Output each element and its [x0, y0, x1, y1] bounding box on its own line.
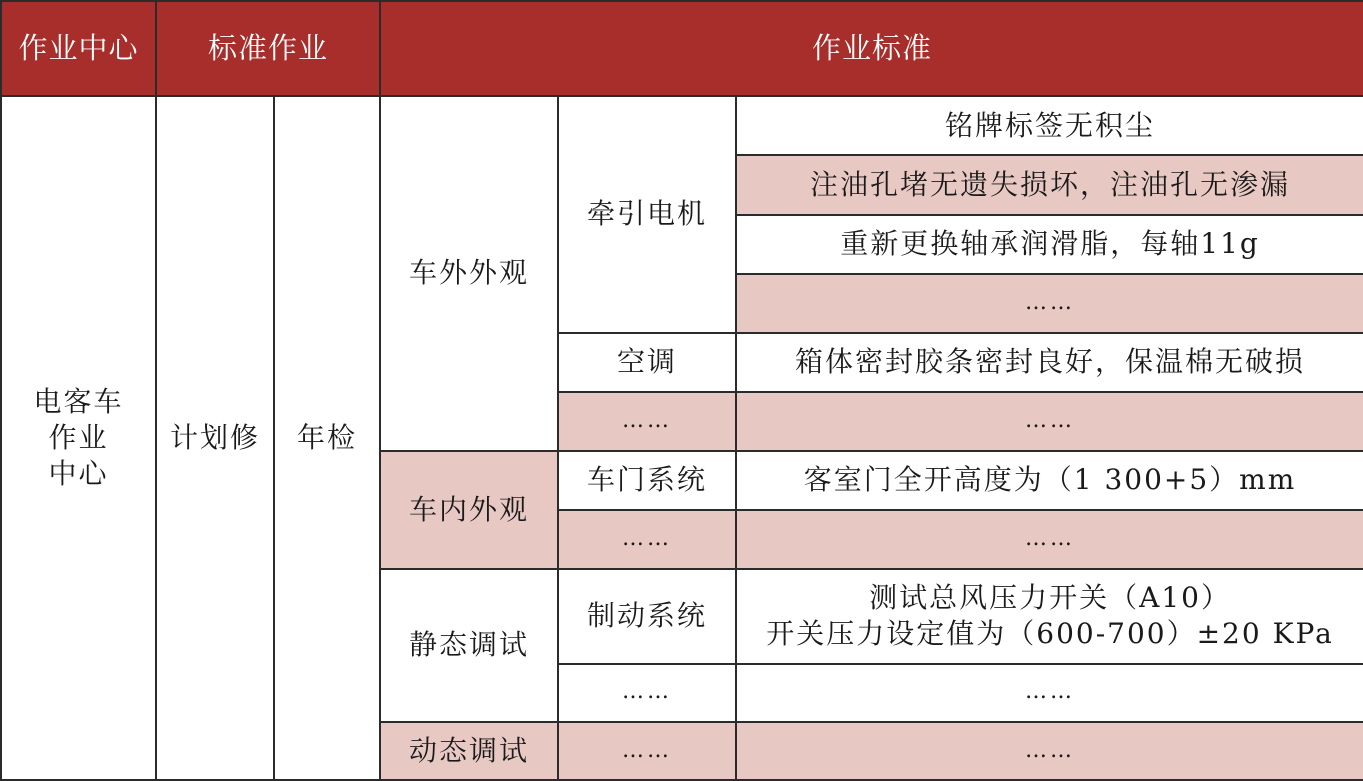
sub-ellipsis: …… [558, 510, 736, 569]
standard-ac: 箱体密封胶条密封良好，保温棉无破损 [736, 333, 1363, 392]
center-line-1: 电客车 [33, 384, 124, 418]
standard-ellipsis: …… [736, 664, 1363, 722]
standard-brake-line-2: 开关压力设定值为（600-700）±20 KPa [766, 617, 1334, 651]
sub-traction-motor: 牵引电机 [558, 96, 736, 333]
sub-ellipsis: …… [558, 392, 736, 451]
header-std-work: 标准作业 [156, 1, 380, 96]
standard-ellipsis: …… [736, 392, 1363, 451]
category-static-test: 静态调试 [380, 569, 558, 721]
standard-ellipsis: …… [736, 274, 1363, 333]
sub-door-system: 车门系统 [558, 451, 736, 510]
header-center: 作业中心 [1, 1, 156, 96]
standard-oil-hole: 注油孔堵无遗失损坏，注油孔无渗漏 [736, 155, 1363, 214]
sub-brake-system: 制动系统 [558, 569, 736, 663]
plan-cell: 计划修 [156, 96, 274, 780]
category-dynamic-test: 动态调试 [380, 722, 558, 780]
center-line-2: 作业 [48, 420, 109, 454]
standard-door: 客室门全开高度为（1 300+5）mm [736, 451, 1363, 510]
sub-ellipsis: …… [558, 722, 736, 780]
category-exterior: 车外外观 [380, 96, 558, 451]
header-std: 作业标准 [380, 1, 1363, 96]
sub-air-conditioner: 空调 [558, 333, 736, 392]
standard-nameplate: 铭牌标签无积尘 [736, 96, 1363, 155]
sub-ellipsis: …… [558, 664, 736, 722]
standard-ellipsis: …… [736, 510, 1363, 569]
standard-brake-line-1: 测试总风压力开关（A10） [869, 581, 1231, 615]
category-interior: 车内外观 [380, 451, 558, 569]
header-row [1, 1, 1363, 96]
center-line-3: 中心 [48, 457, 109, 491]
table-row [1, 96, 1363, 155]
standard-ellipsis: …… [736, 722, 1363, 780]
inspection-cell: 年检 [274, 96, 380, 780]
standard-grease: 重新更换轴承润滑脂，每轴11g [736, 215, 1363, 274]
center-cell [1, 96, 156, 780]
standard-brake [736, 569, 1363, 663]
